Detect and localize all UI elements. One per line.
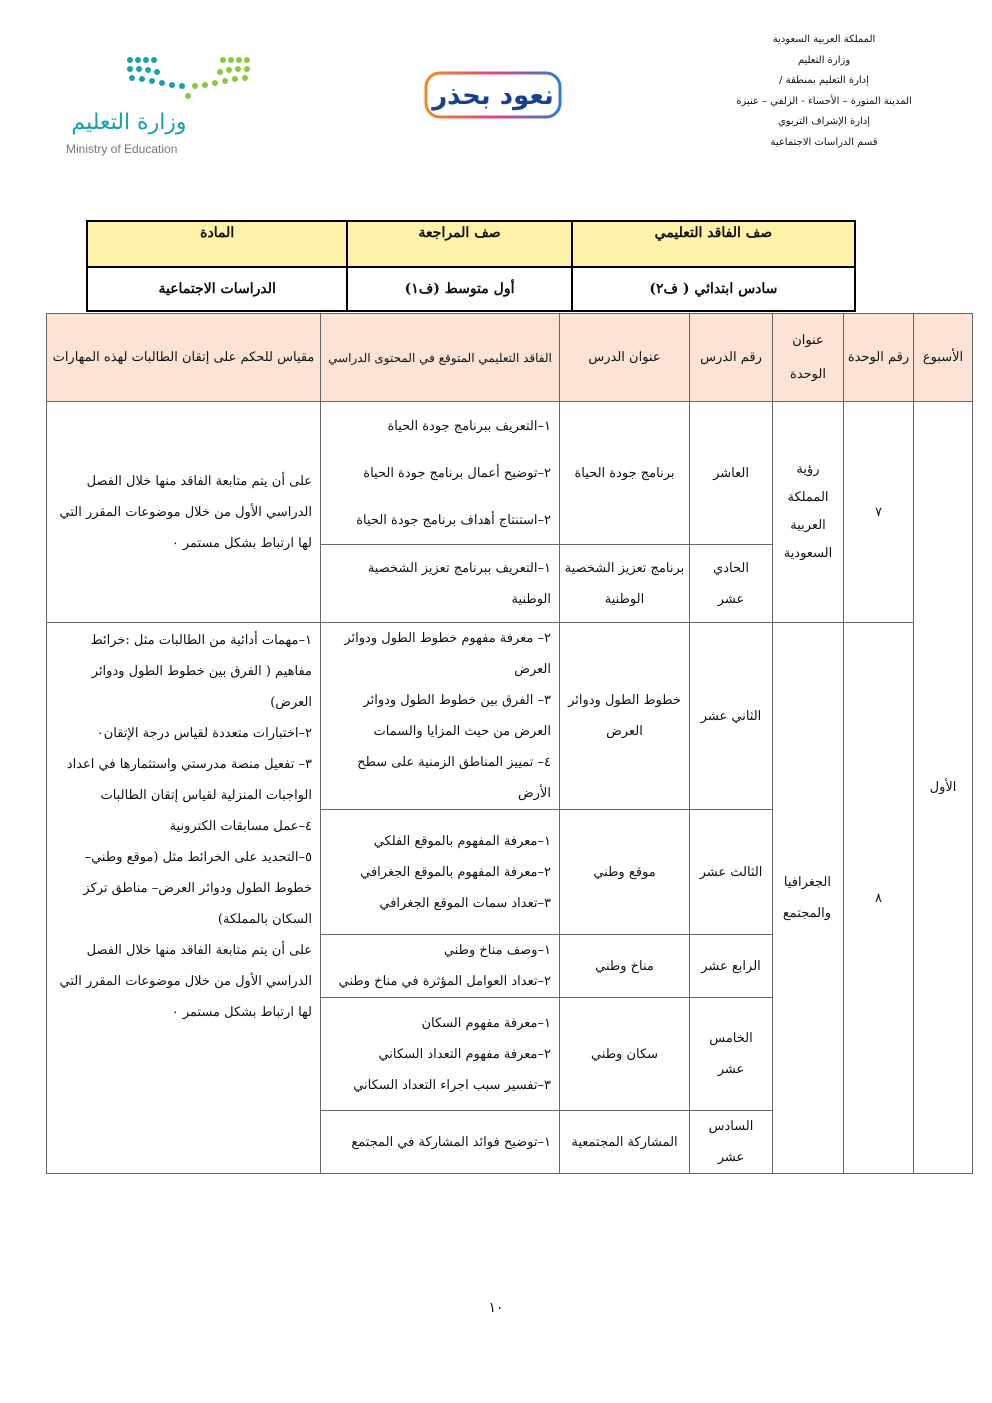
lesson-title: مناخ وطني (560, 935, 690, 998)
lesson-title: موقع وطني (560, 810, 690, 935)
outcome-item: ٢–توضيح أعمال برنامج جودة الحياة (363, 465, 551, 481)
lesson-outcomes (321, 623, 560, 810)
header-line: إدارة الإشراف التربوي (777, 116, 871, 127)
outcome-item: ١–التعريف ببرنامج جودة الحياة (387, 418, 551, 434)
outcome-item: ٣– الفرق بين خطوط الطول ودوائر العرض من حيث المزايا والسمات (363, 693, 551, 739)
unit-title: الجغرافيا والمجتمع (773, 623, 844, 1174)
lesson-number: الثاني عشر (690, 623, 773, 810)
header-week: الأسبوع (914, 314, 973, 402)
measure-cell (47, 623, 321, 1174)
measure-item: ٢–اختبارات متعددة لقياس درجة الإتقان٠ (96, 726, 312, 741)
outcome-item: ١–توضيح فوائد المشاركة في المجتمع (351, 1134, 551, 1150)
outcome-item: ١–التعريف ببرنامج تعزيز الشخصية الوطنية (367, 560, 551, 607)
page-number: ١٠ (488, 1300, 504, 1316)
header-unit-title: عنوان الوحدة (773, 314, 844, 402)
lesson-outcomes (321, 810, 560, 935)
info-header: صف الفاقد التعليمي (572, 221, 855, 267)
outcome-item: ٣–تعداد سمات الموقع الجغرافي (379, 895, 551, 911)
info-value: أول متوسط (ف١) (347, 267, 571, 311)
header-measure: مقياس للحكم على إتقان الطالبات لهذه المهارات (47, 314, 321, 402)
lesson-number: الثالث عشر (690, 810, 773, 935)
lesson-number: السادس عشر (690, 1111, 773, 1174)
outcome-item: ١–معرفة مفهوم السكان (421, 1015, 551, 1031)
unit-number: ٧ (844, 402, 914, 623)
lesson-outcomes (321, 998, 560, 1111)
class-info-table (86, 220, 856, 312)
measure-item: على أن يتم متابعة الفاقد منها خلال الفصل الدراسي الأول من خلال موضوعات المقرر التي لها ارتباط بشكل مستمر ٠ (59, 943, 312, 1020)
lesson-number: الحادي عشر (690, 545, 773, 623)
measure-item: ٤–عمل مسابقات الكترونية (169, 819, 312, 834)
outcome-item: ٢–معرفة مفهوم التعداد السكاني (378, 1046, 551, 1062)
lesson-title: برنامج جودة الحياة (560, 402, 690, 545)
header-line: المدينة المنورة – الأحساء - الزلفي – عنيزة (736, 95, 912, 107)
lesson-outcomes (321, 545, 560, 623)
lesson-number: الخامس عشر (690, 998, 773, 1111)
lesson-title: المشاركة المجتمعية (560, 1111, 690, 1174)
ministry-header (704, 30, 944, 153)
campaign-badge-logo (424, 70, 562, 120)
outcome-item: ٢–استنتاج أهداف برنامج جودة الحياة (356, 512, 551, 528)
outcome-item: ٢–تعداد العوامل المؤثرة في مناخ وطني (338, 974, 551, 989)
outcome-item: ٤– تمييز المناطق الزمنية على سطح الأرض (357, 755, 551, 801)
outcome-item: ٢– معرفة مفهوم خطوط الطول ودوائر العرض (344, 631, 551, 677)
unit-number: ٨ (844, 623, 914, 1174)
outcome-item: ١–معرفة المفهوم بالموقع الفلكي (373, 833, 551, 849)
info-header: صف المراجعة (347, 221, 571, 267)
info-value: سادس ابتدائي ( ف٢) (572, 267, 855, 311)
header-line: قسم الدراسات الاجتماعية (770, 136, 878, 148)
header-lesson-title: عنوان الدرس (560, 314, 690, 402)
measure-item: ٥–التحديد على الخرائط مثل (موقع وطني– خطوط الطول ودوائر العرض– مناطق تركز السكان بالمملكة) (83, 850, 312, 927)
outcome-item: ٣–تفسير سبب اجراء التعداد السكاني (353, 1077, 551, 1093)
measure-item: ١–مهمات أدائية من الطالبات مثل :خرائط مفاهيم ( الفرق بين خطوط الطول ودوائر العرض) (90, 633, 312, 710)
info-value: الدراسات الاجتماعية (87, 267, 347, 311)
header-line: وزارة التعليم (797, 54, 851, 66)
outcome-item: ٢–معرفة المفهوم بالموقع الجغرافي (360, 864, 551, 880)
moe-logo-english: Ministry of Education (66, 142, 178, 156)
lesson-title: خطوط الطول ودوائر العرض (560, 623, 690, 810)
week-cell: الأول (914, 402, 973, 1174)
header-lesson-number: رقم الدرس (690, 314, 773, 402)
moe-logo (64, 52, 254, 162)
moe-logo-arabic: وزارة التعليم (71, 110, 187, 135)
badge-text: نعود بحذر (432, 81, 554, 111)
measure-item: ٣– تفعيل منصة مدرستي واستثمارها في اعداد الواجبات المنزلية لقياس إتقان الطالبات (66, 757, 312, 803)
header-unit-number: رقم الوحدة (844, 314, 914, 402)
learning-loss-plan-table (46, 313, 973, 1174)
lesson-number: العاشر (690, 402, 773, 545)
lesson-outcomes (321, 935, 560, 998)
measure-cell: على أن يتم متابعة الفاقد منها خلال الفصل الدراسي الأول من خلال موضوعات المقرر التي لها ارتباط بشكل مستمر ٠ (47, 402, 321, 623)
moe-dots-icon (64, 52, 254, 107)
header-line: المملكة العربية السعودية (772, 34, 876, 45)
header-expected-loss: الفاقد التعليمي المتوقع في المحتوى الدراسي (321, 314, 560, 402)
lesson-title: سكان وطني (560, 998, 690, 1111)
unit-title: رؤية المملكة العربية السعودية (773, 402, 844, 623)
info-header: المادة (87, 221, 347, 267)
lesson-number: الرابع عشر (690, 935, 773, 998)
outcome-item: ١–وصف مناخ وطني (443, 943, 551, 958)
header-line: إدارة التعليم بمنطقة / (779, 75, 869, 86)
lesson-outcomes (321, 402, 560, 545)
lesson-title: برنامج تعزيز الشخصية الوطنية (560, 545, 690, 623)
lesson-outcomes (321, 1111, 560, 1174)
